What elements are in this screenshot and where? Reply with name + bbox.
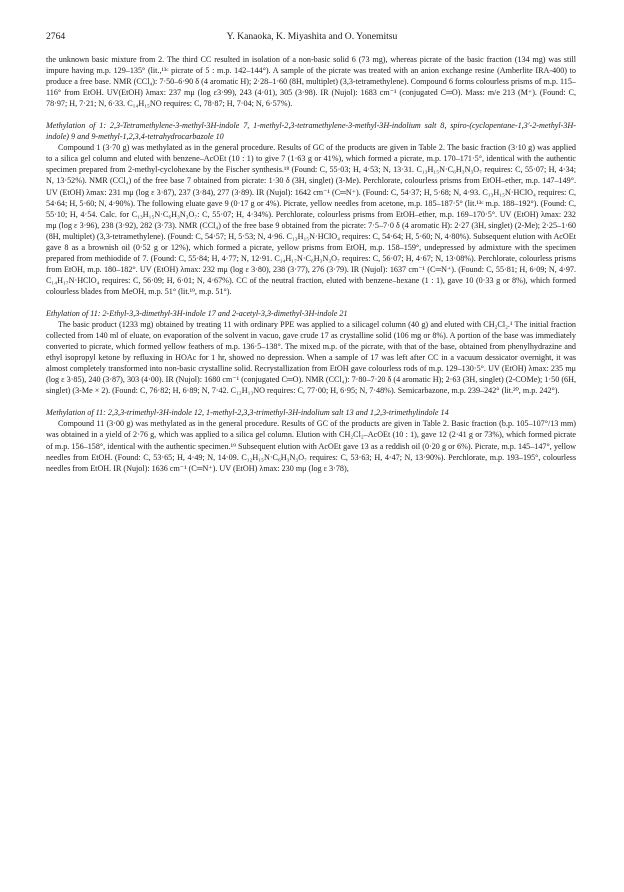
section-heading: Methylation of 1: 2,3-Tetramethylene-3-methyl-3H-indole 7, 1-methyl-2,3-tetramethylene-3-methyl-3H-indolium salt 8, spiro-(cyclopentane-1,3′-2-methyl-3H-indole) 9 and 9-methyl-1,2,3,4-tetrahydrocarbazole 10 xyxy=(46,121,576,142)
body-paragraph: The basic product (1233 mg) obtained by treating 11 with ordinary PPE was applied to a silicagel column (40 g) and eluted with CH₂Cl₂.¹ The initial fraction collected from 140 ml of eluate, on evaporation of the solvent in vacuo, gave crude 17 as crystalline solid (106 mg or 8%). A portion of the base was immediately converted to picrate, which formed yellow feathers of m.p. 136·5–138°. The mixed m.p. of the picrate, with that of the base, obtained from phenylhydrazine and ethyl isopropyl ketone by refluxing in HOAc for 1 hr, showed no depression. When a sample of 17 was left after CC in a vacuum dessicator overnight, it was almost completely transformed into non-basic crystalline solid. Recrystallization from EtOH gave colourless rods of m.p. 129–130·5°. UV (EtOH) λmax: 235 mμ (log ε 3·85), 240 (3·87), 303 (4·00). IR (Nujol): 1680 cm⁻¹ (conjugated C═O). NMR (CCl₄): 7·80–7·20 δ (4 aromatic H); 2·63 (3H, singlet) (2-COMe); 1·50 (6H, singlet) (3-Me × 2). (Found: C, 76·82; H, 6·89; N, 7·42. C₁₂H₁₃NO requires: C, 77·00; H, 6·95; N, 7·48%). Semicarbazone, m.p. 239–242° (lit.²⁰, m.p. 242°). xyxy=(46,320,576,396)
running-header xyxy=(46,30,578,44)
section-spacer xyxy=(46,396,576,407)
body-text xyxy=(46,54,576,474)
section-heading: Ethylation of 11: 2-Ethyl-3,3-dimethyl-3H-indole 17 and 2-acetyl-3,3-dimethyl-3H-indole 21 xyxy=(46,308,348,318)
section-spacer xyxy=(46,109,576,120)
body-paragraph: Compound 11 (3·00 g) was methylated as in the general procedure. Results of GC of the products are given in Table 2. Basic fraction (b.p. 105–107°/13 mm) was obtained in a yield of 2·76 g, which was applied to a silica gel column. Elution with CH₂Cl₂–AcOEt (10 : 1), gave 12 (2·41 g or 73%), which formed picrate of m.p. 156–158°, identical with the authentic specimen.¹⁹ Subsequent elution with AcOEt gave 13 as a reddish oil (0·20 g or 6%). Picrate, m.p. 145–147°, yellow needles from EtOH. (Found: C, 53·65; H, 4·49; N, 14·09. C₁₂H₁₅N·C₆H₃N₃O₇ requires: C, 53·63; H, 4·47; N, 13·90%). Perchlorate, m.p. 193–195°, colourless needles from EtOH. IR (Nujol): 1636 cm⁻¹ (C═N⁺). UV (EtOH) λmax: 230 mμ (log ε 3·78), xyxy=(46,419,576,473)
section-heading: Methylation of 11: 2,3,3-trimethyl-3H-indole 12, 1-methyl-2,3,3-trimethyl-3H-indolium salt 13 and 1,2,3-trimethylindole 14 xyxy=(46,408,449,418)
body-paragraph: the unknown basic mixture from 2. The third CC resulted in isolation of a non-basic solid 6 (73 mg), whereas picrate of the basic fraction (134 mg) was still impure having m.p. 129–135° (lit.,¹³ᶜ picrate of 5 : m.p. 142–144°). A sample of the picrate was treated with an anion exchange resine (Amberlite IRA-400) to produce a free base. NMR (CCl₄): 7·50–6·90 δ (4 aromatic H); 2·28–1·60 (8H, multiplet) (3,3-tetramethylene). Compound 6 forms colourless prisms of m.p. 115–116° from EtOH. UV(EtOH) λmax: 237 mμ (log ε3·99), 243 (4·01), 305 (3·98). IR (Nujol): 1683 cm⁻¹ (conjugated C═O). Mass: m/e 213 (M⁺). (Found: C, 78·97; H, 7·21; N, 6·33. C₁₄H₁₅NO requires: C, 78·87; H, 7·04; N, 6·57%). xyxy=(46,55,576,109)
running-header-authors: Y. Kanaoka, K. Miyashita and O. Yonemitsu xyxy=(226,31,398,42)
section-spacer xyxy=(46,297,576,308)
page-number: 2764 xyxy=(46,31,66,42)
body-paragraph: Compound 1 (3·70 g) was methylated as in the general procedure. Results of GC of the products are given in Table 2. The basic fraction (3·10 g) was applied to a silica gel column and eluted with benzene–AcOEt (10 : 1) to give 7 (1·63 g or 41%), which formed a picrate, m.p. 170–171·5°, identical with the authentic specimen prepared from 2-methyl-cyclohexane by the Fischer synthesis.¹⁸ (Found: C, 55·03; H, 4·53; N, 13·31. C₁₃H₁₅N·C₆H₃N₃O₇ requires: C, 55·07; H, 4·34; N, 13·52%). NMR (CCl₄) of the free base 7 obtained from picrate: 1·30 δ (3H, singlet) (3-Me). Perchlorate, colourless prisms from EtOH–ether, m.p. 147–149°. UV (EtOH) λmax: 231 mμ (log ε 3·87), 237 (3·84), 277 (3·89). IR (Nujol): 1642 cm⁻¹ (C═N⁺). (Found: C, 54·37; H, 5·68; N, 4·93. C₁₃H₁₅N·HClO₄ requires: C, 54·64; H, 5·60; N, 4·90%). The following eluate gave 9 (0·17 g or 4%). Picrate, yellow needles from acetone, m.p. 185–187·5° (lit.¹³ᶜ m.p. 188–192°). (Found: C, 55·10; H, 4·54. Calc. for C₁₃H₁₅N·C₆H₃N₃O₇: C, 55·07; H, 4·34%). Perchlorate, colourless prisms from EtOH–ether, m.p. 169–170·5°. UV (EtOH) λmax: 232 mμ (log ε 3·96), 238 (3·92), 282 (3·73). NMR (CCl₄) of the free base 9 obtained from the picrate: 7·5–7·0 δ (4 aromatic H): 2·27 (3H, singlet) (2-Me); 2·25–1·60 (8H, multiplet) (3,3-tetramethylene). (Found: C, 54·57; H, 5·53; N, 4·96. C₁₃H₁₅N·HClO₄ requires: C, 54·64; H, 5·60; N, 4·80%). Subsequent elution with AcOEt gave 8 as a brownish oil (0·52 g or 12%), which formed a picrate, yellow prisms from EtOH, m.p. 158–159°, undepressed by admixture with the specimen prepared from methiodide of 7. (Found: C, 55·84; H, 4·77; N, 12·91. C₁₄H₁₇N·C₆H₃N₃O₇ requires: C, 56·07; H, 4·67; N, 13·08%). Perchlorate, colourless prisms from EtOH, m.p. 180–182°. UV (EtOH) λmax: 232 mμ (log ε 3·80), 238 (3·77), 276 (3·79). IR (Nujol): 1637 cm⁻¹ (C═N⁺). (Found: C, 55·81; H, 6·09; N, 4·97. C₁₄H₁₇N·HClO₄ requires: C, 56·09; H, 6·01; N, 4·67%). CC of the neutral fraction, eluted with benzene–hexane (1 : 1), gave 10 (0·33 g or 8%), which formed colourless blades from MeOH, m.p. 51° (lit.¹⁹, m.p. 51°). xyxy=(46,143,576,296)
